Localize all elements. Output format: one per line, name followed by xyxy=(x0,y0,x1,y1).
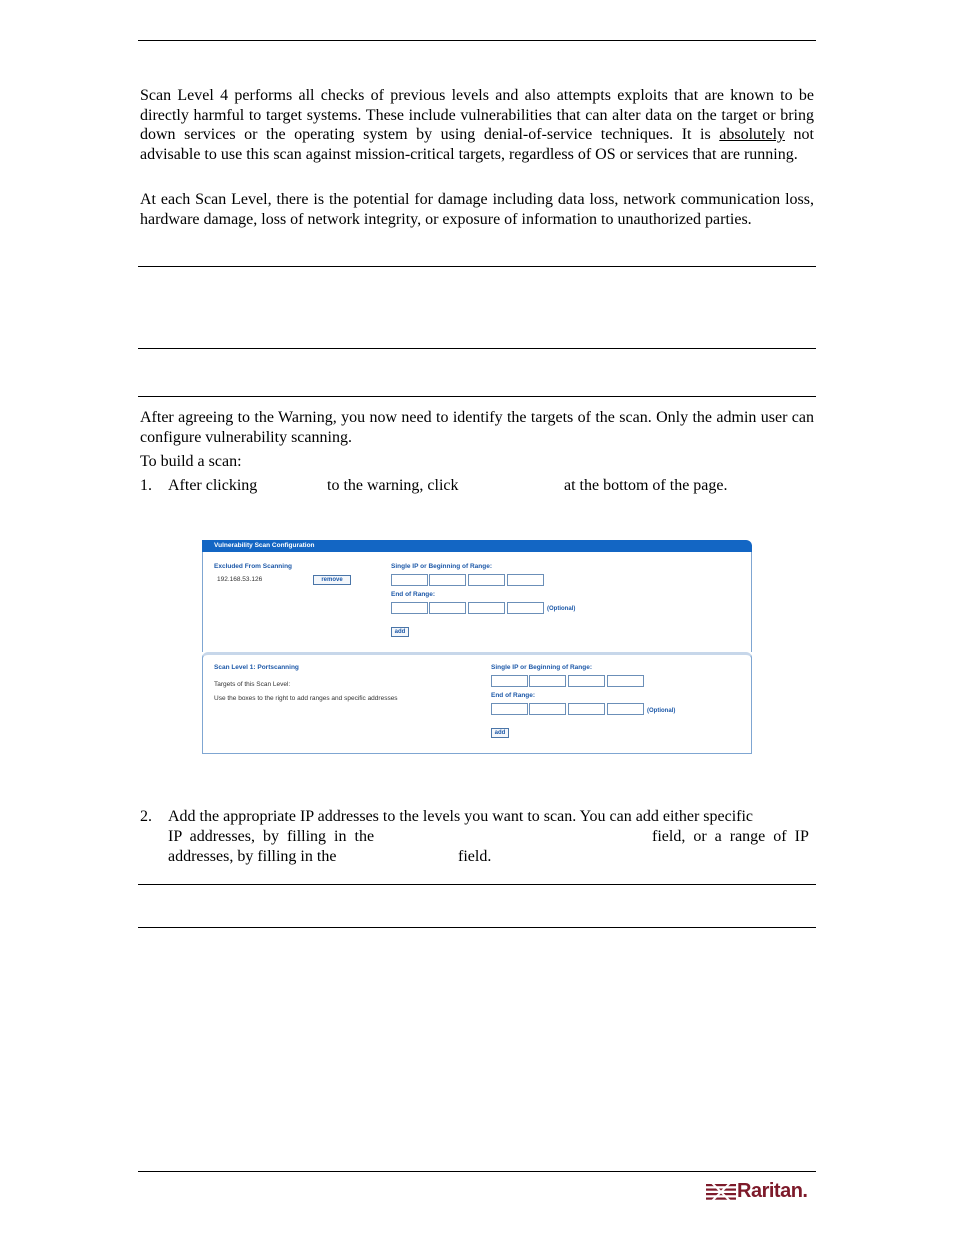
excluded-ip: 192.168.53.126 xyxy=(217,576,263,583)
section-rule xyxy=(138,396,816,397)
step1-text: at the bottom of the page. xyxy=(564,477,728,494)
end-range-label: End of Range: xyxy=(391,591,436,598)
single-ip-label: Single IP or Beginning of Range: xyxy=(491,664,592,671)
ip-octet-input[interactable] xyxy=(529,703,566,715)
step2-text: field. xyxy=(458,848,492,865)
footer-rule xyxy=(138,1171,816,1172)
ip-octet-input[interactable] xyxy=(607,703,644,715)
note-box-top-rule xyxy=(138,884,816,885)
section-rule xyxy=(138,348,816,349)
scan-level-1-title: Scan Level 1: Portscanning xyxy=(214,664,299,671)
build-scan-intro: After agreeing to the Warning, you now need to identify the targets of the scan. Only the admin user can configure vulnerability scanning. xyxy=(140,409,814,446)
ip-octet-input[interactable] xyxy=(491,675,528,687)
step1-text: After clicking xyxy=(168,477,258,494)
ip-octet-input[interactable] xyxy=(568,703,605,715)
step2-text: Add the appropriate IP addresses to the levels you want to scan. You can add either specific xyxy=(168,808,754,825)
warning-box-bottom-rule xyxy=(138,266,816,267)
excluded-panel xyxy=(202,552,752,652)
optional-note: (Optional) xyxy=(647,708,676,714)
ip-octet-input[interactable] xyxy=(391,574,428,586)
add-button[interactable]: add xyxy=(391,627,409,637)
paragraph-text: not advisable to use this scan against mission-critical targets, regardless of OS or services that are running. xyxy=(140,126,815,163)
ip-octet-input[interactable] xyxy=(568,675,605,687)
ip-octet-input[interactable] xyxy=(429,574,466,586)
ip-octet-input[interactable] xyxy=(507,574,544,586)
step-number: 2. xyxy=(140,808,152,825)
damage-warning-paragraph: At each Scan Level, there is the potential for damage including data loss, network communication loss, hardware damage, loss of network integrity, or exposure of information to unauthorized parties. xyxy=(140,191,814,228)
ip-octet-input[interactable] xyxy=(468,602,505,614)
targets-label: Targets of this Scan Level: xyxy=(214,681,291,688)
step2-text: IP addresses, by filling in the xyxy=(168,828,375,845)
remove-button[interactable]: remove xyxy=(313,575,351,585)
ip-octet-input[interactable] xyxy=(391,602,428,614)
step-number: 1. xyxy=(140,477,152,494)
scan-level-4-paragraph xyxy=(140,86,814,164)
ip-octet-input[interactable] xyxy=(607,675,644,687)
ip-octet-input[interactable] xyxy=(529,675,566,687)
hint-text: Use the boxes to the right to add ranges and specific addresses xyxy=(214,695,398,702)
ip-octet-input[interactable] xyxy=(429,602,466,614)
end-range-label: End of Range: xyxy=(491,692,536,699)
top-rule xyxy=(138,40,816,41)
raritan-logo-text: Raritan. xyxy=(737,1180,808,1202)
add-button[interactable]: add xyxy=(491,728,509,738)
note-box-bottom-rule xyxy=(138,927,816,928)
step2-text: field, or a range of IP xyxy=(652,828,809,845)
single-ip-label: Single IP or Beginning of Range: xyxy=(391,563,492,570)
scan-level-1-panel xyxy=(202,652,752,754)
raritan-logo xyxy=(706,1180,812,1202)
ip-octet-input[interactable] xyxy=(491,703,528,715)
optional-note: (Optional) xyxy=(547,606,576,612)
excluded-label: Excluded From Scanning xyxy=(214,563,293,570)
ip-octet-input[interactable] xyxy=(468,574,505,586)
vulnerability-scan-configuration-screenshot xyxy=(202,540,752,754)
panel-header: Vulnerability Scan Configuration xyxy=(202,540,752,552)
step1-text: to the warning, click xyxy=(327,477,459,494)
paragraph-text: Scan Level 4 performs all checks of previous levels and also attempts exploits that are known to be directly harmful to target systems. These include vulnerabilities that can alter data on the target or bring down services or the operating system by using denial-of-service techniques. It is xyxy=(140,87,814,143)
raritan-mark-icon xyxy=(706,1181,736,1203)
ip-octet-input[interactable] xyxy=(507,602,544,614)
step2-text: addresses, by filling in the xyxy=(168,848,337,865)
underlined-word: absolutely xyxy=(719,126,786,143)
build-scan-lead: To build a scan: xyxy=(140,453,242,470)
